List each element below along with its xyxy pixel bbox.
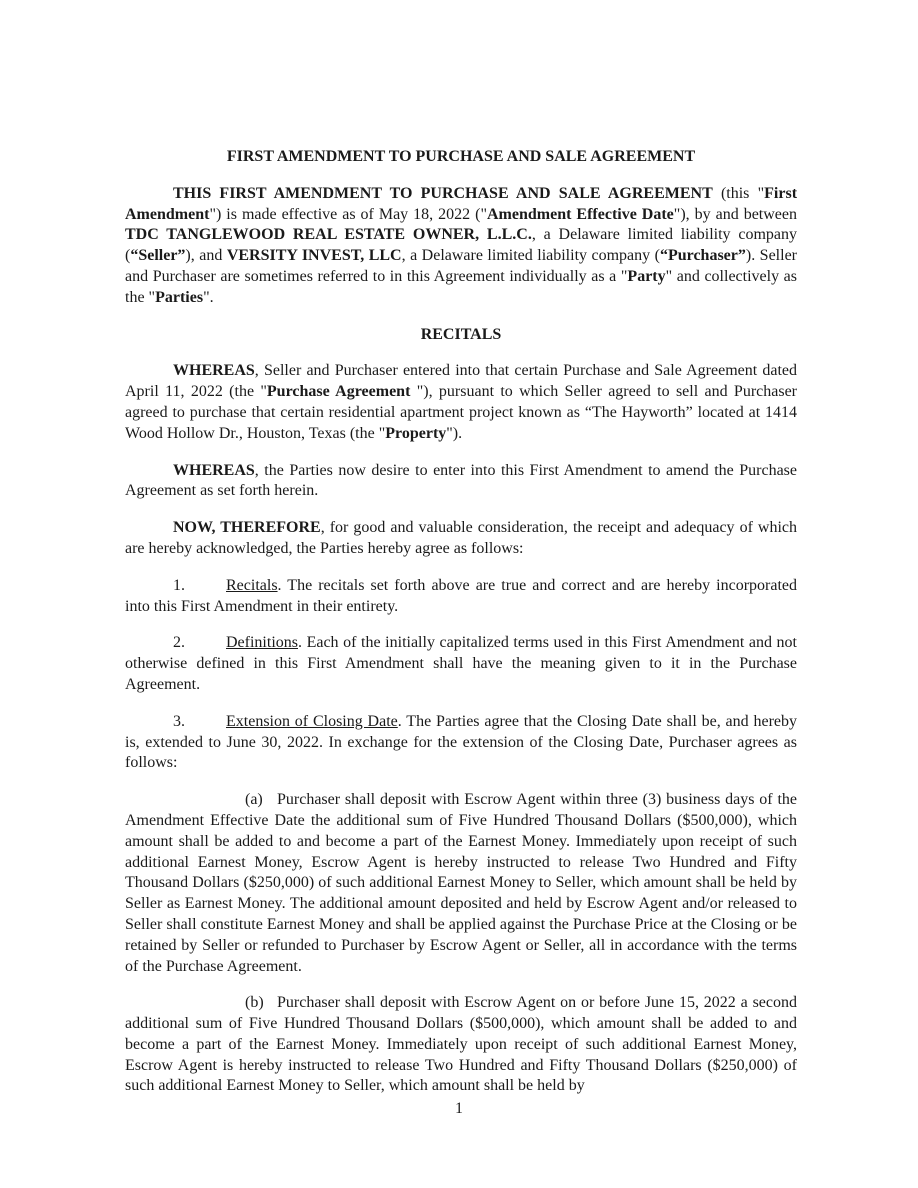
- text: Purchaser shall deposit with Escrow Agent on or before June 15, 2022 a second additional sum of Five Hundred Thousand Dollars ($500,000), which amount shall be added to and become a part of the Earnest Money. Immediately upon receipt of such additional Earnest Money, Escrow Agent is hereby instructed to release Two Hundred and Fifty Thousand Dollars ($250,000) of such additional Earnest Money to Seller, which amount shall be held by: [125, 994, 797, 1095]
- bold-text: RECITALS: [420, 325, 502, 343]
- bold-text: “Purchaser”: [659, 247, 746, 265]
- text: . The Parties agree that the Closing Date shall be, and hereby is, extended to June 30, 2022. In exchange for the extension of the Closing Date, Purchaser agrees as follows:: [125, 712, 798, 772]
- text: , a Delaware limited liability company (: [401, 247, 660, 265]
- bold-text: Purchase Agreement: [266, 383, 417, 401]
- paragraph: [125, 461, 797, 503]
- paragraph-number: (b): [245, 994, 264, 1012]
- text: ). Seller and Purchaser are sometimes referred to in this Agreement individually as a ": [125, 247, 798, 285]
- section-heading: [125, 325, 797, 346]
- underlined-heading: Recitals: [226, 576, 278, 594]
- document-title: FIRST AMENDMENT TO PURCHASE AND SALE AGREEMENT: [226, 148, 696, 165]
- bold-text: First Amendment: [125, 184, 798, 223]
- bold-text: WHEREAS: [173, 461, 255, 479]
- text: Purchaser shall deposit with Escrow Agent within three (3) business days of the Amendment Effective Date the additional sum of Five Hundred Thousand Dollars ($500,000), which amount shall be added to and become a part of the Earnest Money. Immediately upon receipt of such additional Earnest Money, Escrow Agent is hereby instructed to release Two Hundred and Fifty Thousand Dollars ($250,000) of such additional Earnest Money to Seller, which amount shall be held by Seller as Earnest Money. The additional amount deposited and held by Escrow Agent and/or released to Seller shall constitute Earnest Money and shall be applied against the Purchase Price at the Closing or be retained by Seller or refunded to Purchaser by Escrow Agent or Seller, all in accordance with the terms of the Purchase Agreement.: [125, 791, 797, 975]
- text: ".: [203, 288, 214, 306]
- paragraph: [125, 184, 797, 309]
- bold-text: Amendment Effective Date: [486, 205, 674, 223]
- text: " and collectively as the ": [125, 267, 798, 306]
- bold-text: TDC TANGLEWOOD REAL ESTATE OWNER, L.L.C.: [125, 226, 532, 244]
- document-page: [125, 147, 797, 1113]
- text: (this ": [712, 184, 765, 202]
- bold-text: Property: [385, 424, 447, 442]
- paragraph-number: (a): [245, 791, 263, 809]
- paragraph: [125, 361, 797, 444]
- bold-text: NOW, THEREFORE: [173, 519, 321, 537]
- text: "), pursuant to which Seller agreed to sell and Purchaser agreed to purchase that certain residential apartment project known as “The Hayworth” located at 1414 Wood Hollow Dr., Houston, Texas (the ": [125, 383, 798, 442]
- page-number: 1: [455, 1100, 463, 1117]
- numbered-paragraph: [125, 712, 797, 774]
- numbered-paragraph: [125, 576, 797, 618]
- document-body: [125, 184, 797, 1097]
- text: , a Delaware limited liability company (: [125, 226, 798, 265]
- bold-text: VERSITY INVEST, LLC: [226, 247, 402, 265]
- text: ), and: [185, 247, 227, 265]
- bold-text: Party: [627, 267, 666, 285]
- bold-text: WHEREAS: [173, 362, 255, 380]
- text: . The recitals set forth above are true and correct and are hereby incorporated into this First Amendment in their entirety.: [125, 576, 797, 615]
- paragraph-number: 3.: [173, 712, 185, 730]
- bold-text: THIS FIRST AMENDMENT TO PURCHASE AND SALE AGREEMENT: [173, 184, 713, 202]
- text: , Seller and Purchaser entered into that certain Purchase and Sale Agreement dated April 11, 2022 (the ": [125, 362, 797, 401]
- text: , the Parties now desire to enter into this First Amendment to amend the Purchase Agreement as set forth herein.: [125, 461, 797, 500]
- numbered-paragraph: [125, 790, 797, 977]
- underlined-heading: Extension of Closing Date: [226, 712, 398, 730]
- paragraph-number: 1.: [173, 576, 185, 594]
- bold-text: “Seller”: [130, 247, 186, 265]
- text: ").: [446, 424, 463, 442]
- paragraph-number: 2.: [173, 634, 185, 652]
- text: ") is made effective as of May 18, 2022 (": [209, 205, 487, 223]
- text: . Each of the initially capitalized terms used in this First Amendment and not otherwise defined in this First Amendment shall have the meaning given to it in the Purchase Agreement.: [125, 634, 797, 693]
- underlined-heading: Definitions: [226, 634, 298, 652]
- numbered-paragraph: [125, 993, 797, 1097]
- bold-text: Parties: [155, 288, 204, 306]
- text: , for good and valuable consideration, the receipt and adequacy of which are hereby acknowledged, the Parties hereby agree as follows:: [125, 519, 798, 557]
- text: "), by and between: [673, 205, 797, 223]
- paragraph: [125, 518, 797, 560]
- numbered-paragraph: [125, 633, 797, 695]
